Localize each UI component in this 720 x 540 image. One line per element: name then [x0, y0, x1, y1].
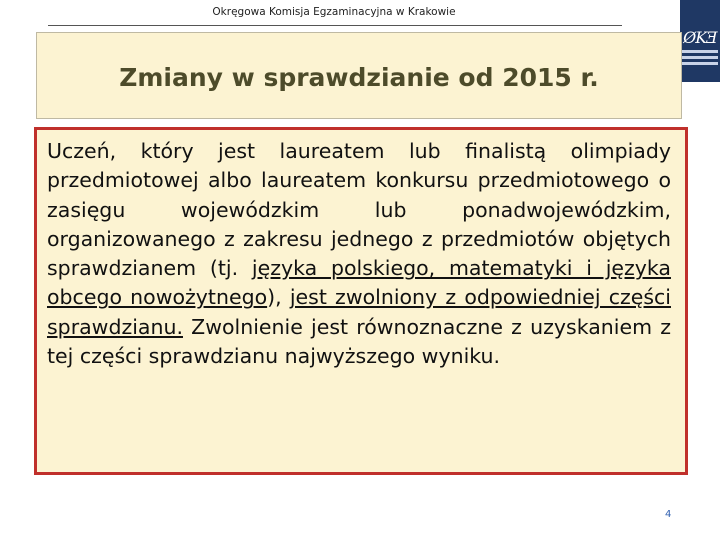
body-text-end: Zwolnienie jest równoznaczne z uzyskaniem z tej części sprawdzianu najwyższego wyniku. [47, 314, 671, 369]
page-number: 4 [665, 509, 672, 520]
body-underlined-subjects: języka polskiego, matematyki i języka obcego nowożytnego [47, 256, 671, 310]
header-organization: Okręgowa Komisja Egzaminacyjna w Krakowie [212, 6, 456, 18]
logo-lines [682, 50, 718, 68]
oke-logo-icon [680, 0, 720, 82]
slide-title-box [36, 32, 682, 119]
header-divider [48, 25, 622, 26]
body-text-start: Uczeń, który jest laureatem lub finalistą olimpiady przedmiotowej albo laureatem konkursu przedmiotowego o zasięgu wojewódzkim lub ponadwojewódzkim, organizowanego z zakresu jednego z przedmiotów objętych sprawdzianem (tj. [47, 139, 671, 281]
logo-mark: ØKƎ [683, 28, 717, 47]
body-text-middle: ), [267, 285, 290, 310]
slide-content-box [34, 127, 688, 475]
slide-title: Zmiany w sprawdzianie od 2015 r. [119, 63, 599, 92]
slide-body [47, 137, 671, 371]
body-underlined-exemption: jest zwolniony z odpowiedniej części sprawdzianu. [47, 285, 671, 339]
